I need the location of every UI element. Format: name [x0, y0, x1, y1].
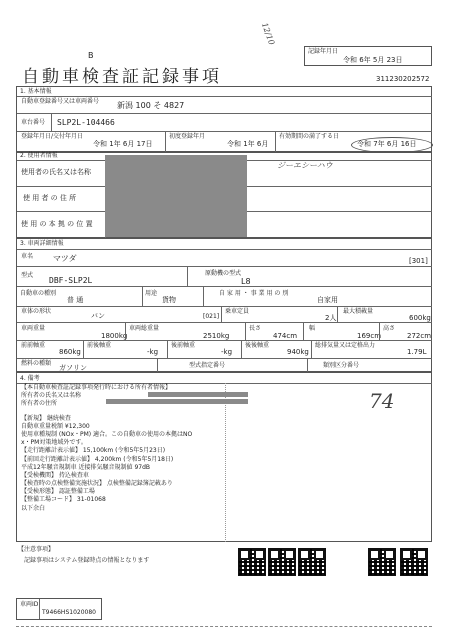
front-front-axle-label: 前前軸重 — [21, 342, 46, 349]
registration-date-value: 令和 1年 6月 17日 — [93, 140, 153, 148]
height-label: 高さ — [383, 325, 396, 332]
user-address-label: 使 用 者 の 住 所 — [23, 194, 77, 202]
redacted-owner-address — [106, 399, 248, 404]
handwritten-user-note: ジーエシーハウ — [277, 161, 333, 170]
section-heading-basic: 1. 基本情報 — [20, 88, 52, 95]
remark-line: 平成12年騒音規制車 近接排気騒音規制値 97dB — [21, 463, 151, 471]
car-id-label: 車両ID — [20, 601, 39, 608]
rear-front-axle-value: -kg — [221, 348, 233, 356]
remark-line: 【新規】 継続検査 — [21, 414, 71, 422]
record-date-box — [304, 46, 432, 66]
use-value: 貨物 — [162, 296, 176, 304]
front-rear-axle-value: -kg — [147, 348, 159, 356]
remarks-list — [21, 385, 221, 514]
private-business-value: 自家用 — [317, 296, 338, 304]
chassis-label: 車台番号 — [21, 119, 46, 126]
body-shape-label: 車体の形状 — [21, 308, 52, 315]
body-shape-value: バン — [91, 312, 105, 320]
width-label: 幅 — [309, 325, 316, 332]
displacement-value: 1.79L — [407, 348, 427, 356]
gross-weight-value: 2510kg — [203, 332, 230, 340]
displacement-label: 総排気量又は定格出力 — [315, 342, 376, 349]
remark-line: 所有者の氏名又は名称 — [21, 392, 82, 400]
rear-rear-axle-value: 940kg — [287, 348, 309, 356]
page-title: 自動車検査証記録事項 — [22, 67, 222, 87]
doc-number: 311230202572 — [376, 75, 430, 83]
maker-label: 車名 — [21, 253, 34, 260]
vehicle-weight-value: 1800kg — [101, 332, 128, 340]
car-id-value: T9466HS1020080 — [42, 609, 96, 616]
remark-line: 自動車重量税額 ¥12,300 — [21, 422, 90, 430]
usage-base-label: 使 用 の 本 拠 の 位 置 — [21, 220, 93, 228]
qr-code-2 — [268, 548, 296, 576]
section-heading-vehicle: 3. 車両詳細情報 — [20, 240, 64, 247]
remark-line: 所有者の住所 — [21, 400, 58, 408]
qr-code-4 — [368, 548, 396, 576]
redacted-user-info — [105, 155, 247, 237]
engine-label: 原動機の型式 — [205, 270, 242, 277]
vehicle-weight-label: 車両重量 — [21, 325, 46, 332]
private-business-label: 自 家 用 ・ 事 業 用 の 別 — [219, 290, 289, 297]
front-front-axle-value: 860kg — [59, 348, 81, 356]
model-value: DBF-SLP2L — [49, 276, 93, 285]
car-id-box — [16, 598, 102, 620]
plate-value: 新潟 100 そ 4827 — [117, 101, 185, 110]
first-registration-value: 令和 1年 6月 — [227, 140, 269, 148]
record-date-label: 記録年月日 — [308, 48, 339, 55]
expiry-date-label: 有効期間の満了する日 — [279, 133, 340, 140]
remark-line: 【受検機関】 持込検査車 — [21, 471, 89, 479]
vehicle-kind-label: 自動車の種別 — [20, 290, 57, 297]
max-load-label: 最大積載量 — [343, 308, 374, 315]
registration-date-label: 登録年月日/交付年月日 — [21, 133, 84, 140]
maker-code: [301] — [409, 257, 428, 265]
capacity-label: 乗車定員 — [225, 308, 250, 315]
section-heading-remarks: 4. 備考 — [20, 375, 40, 382]
remark-line: 【本自動車検査証記録事項発行時における所有者情報】 — [21, 384, 172, 391]
notes-heading: 【注意事項】 — [18, 546, 55, 553]
use-label: 用途 — [145, 290, 158, 297]
fuel-type-value: ガソリン — [59, 364, 87, 372]
fuel-type-label: 燃料の種類 — [21, 360, 52, 367]
user-name-label: 使用者の氏名又は名称 — [21, 168, 91, 176]
letter-b: B — [88, 51, 94, 60]
plate-label: 自動車登録番号又は車両番号 — [21, 98, 100, 105]
basic-info-section — [16, 86, 432, 152]
vehicle-kind-value: 普 通 — [67, 296, 84, 304]
redacted-owner-name — [148, 392, 248, 397]
handwritten-number: 74 — [369, 389, 395, 413]
notes-area — [16, 542, 432, 598]
first-registration-label: 初度登録年月 — [169, 133, 206, 140]
section-heading-user: 2. 使用者情報 — [20, 152, 58, 159]
rear-front-axle-label: 後前軸重 — [171, 342, 196, 349]
bottom-divider — [16, 626, 432, 627]
remark-line: 以下余白 — [21, 504, 46, 512]
body-shape-code: [021] — [203, 313, 220, 320]
max-load-value: 600kg — [409, 314, 431, 322]
engine-value: L8 — [241, 277, 251, 286]
remark-line: 【走行距離計表示値】 15,100km (令和5年5月23日) — [21, 447, 166, 455]
model-label: 型式 — [21, 272, 34, 279]
notes-text: 記録事項はシステム登録時点の情報となります — [24, 557, 150, 564]
remark-line: 【受検形態】 認証整備工場 — [21, 488, 95, 496]
width-value: 169cm — [357, 332, 382, 340]
remarks-section — [16, 372, 432, 542]
model-designation-label: 型式指定番号 — [189, 362, 226, 369]
qr-code-5 — [400, 548, 428, 576]
expiry-date-value: 令和 7年 6月 16日 — [357, 140, 417, 148]
capacity-value: 2人 — [325, 314, 337, 322]
height-value: 272cm — [407, 332, 432, 340]
remark-line: 【検査時の点検整備実施状況】 点検整備記録簿記載あり — [21, 480, 173, 488]
front-rear-axle-label: 前後軸重 — [87, 342, 112, 349]
rear-rear-axle-label: 後後軸重 — [245, 342, 270, 349]
remark-line: 【前回走行距離計表示値】 4,200km (令和5年5月18日) — [21, 455, 174, 463]
record-date-value: 令和 6年 5月 23日 — [343, 56, 403, 64]
remark-line: 【整備工場コード】 31-01068 — [21, 496, 106, 504]
length-label: 長さ — [249, 325, 262, 332]
remark-line: 使用車種規制 (NOx・PM) 適合。この自動車の使用の本拠はNO — [21, 430, 193, 438]
handwritten-top-note: 12/10 — [259, 21, 277, 47]
vehicle-details-section — [16, 238, 432, 372]
maker-value: マツダ — [53, 254, 77, 263]
category-number-label: 類別区分番号 — [323, 362, 360, 369]
chassis-value: SLP2L-104466 — [57, 118, 115, 127]
gross-weight-label: 車両総重量 — [129, 325, 160, 332]
qr-code-1 — [238, 548, 266, 576]
length-value: 474cm — [273, 332, 298, 340]
qr-code-3 — [298, 548, 326, 576]
remark-line: x・PM対策地域外です。 — [21, 439, 87, 447]
